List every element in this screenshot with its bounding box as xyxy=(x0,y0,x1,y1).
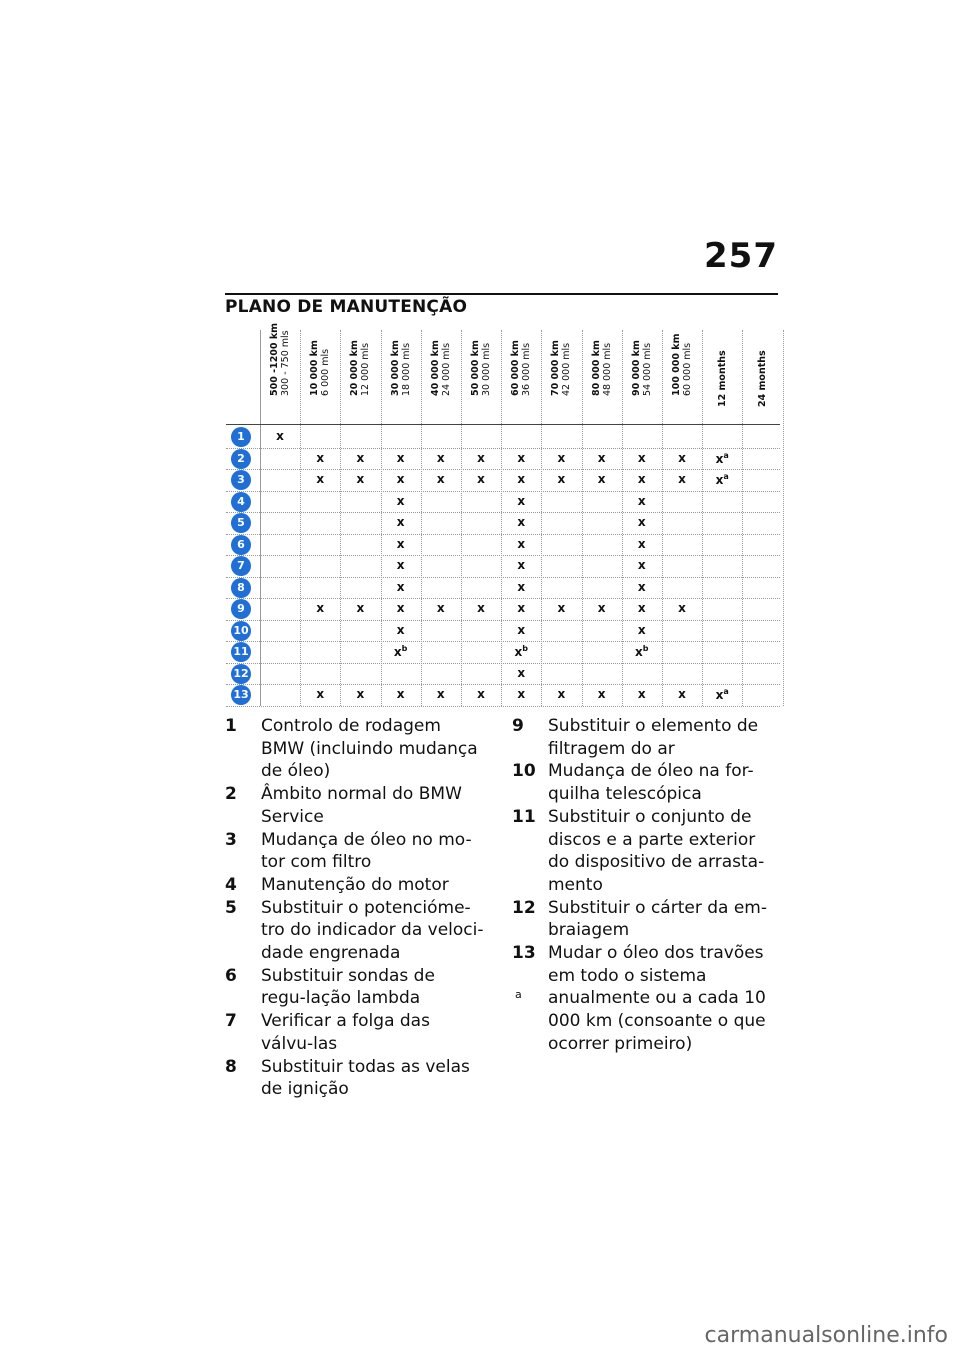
column-header xyxy=(421,330,461,422)
column-header xyxy=(702,330,742,422)
title-rule xyxy=(225,293,778,295)
table-cell-mark: x xyxy=(276,429,284,443)
grid-line-horizontal xyxy=(226,448,780,449)
table-cell-mark: $x^a$ xyxy=(715,472,729,487)
table-cell-mark: $x^b$ xyxy=(635,644,649,659)
column-header xyxy=(340,330,380,422)
table-cell-mark: x xyxy=(517,665,526,680)
table-cell-mark: x xyxy=(356,472,365,486)
table-cell-mark: x xyxy=(477,601,485,615)
table-cell-mark: x xyxy=(396,493,405,508)
page-number: 257 xyxy=(704,236,778,276)
table-cell-mark: x xyxy=(356,601,365,615)
column-header-km: 24 months xyxy=(757,350,769,407)
legend-number: 9 xyxy=(512,716,524,736)
legend-number: 1 xyxy=(225,716,237,736)
legend-item xyxy=(225,715,485,783)
legend-text: Mudança de óleo na for-quilha telescópica xyxy=(548,761,754,805)
table-cell-mark: x xyxy=(517,687,526,701)
legend-item xyxy=(512,760,772,805)
column-header-km: 90 000 km xyxy=(630,340,642,396)
table-cell-mark: x xyxy=(637,536,646,551)
row-number-badge: 1 xyxy=(231,427,251,447)
legend-number: 4 xyxy=(225,874,237,895)
column-header xyxy=(461,330,501,422)
column-header xyxy=(662,330,702,422)
table-cell-mark: x xyxy=(477,450,485,465)
grid-line-horizontal xyxy=(226,641,780,642)
grid-line-horizontal xyxy=(226,491,780,492)
table-cell-mark: x xyxy=(597,472,606,486)
legend-number: 12 xyxy=(512,897,536,918)
table-cell-mark: x xyxy=(517,601,526,615)
legend-text: Substituir o elemento de filtragem do ar xyxy=(548,716,759,759)
grid-line-horizontal xyxy=(226,620,780,621)
table-cell-mark: x xyxy=(678,687,686,701)
table-cell-mark: x xyxy=(396,558,405,572)
table-cell-mark: x xyxy=(517,472,526,486)
table-cell-mark: x xyxy=(396,579,405,594)
column-header xyxy=(742,330,782,422)
legend-text: Mudar o óleo dos travões em todo o sistema xyxy=(548,943,764,986)
column-header xyxy=(501,330,541,422)
legend-text: Substituir todas as velas de ignição xyxy=(261,1056,470,1100)
column-header xyxy=(300,330,340,422)
table-cell-mark: x xyxy=(557,687,566,701)
table-cell-mark: x xyxy=(356,687,365,701)
row-number-badge: 9 xyxy=(231,599,251,619)
legend-item xyxy=(512,897,772,942)
table-cell-mark: x xyxy=(637,450,646,465)
table-cell-mark: x xyxy=(316,601,325,615)
legend-item xyxy=(225,1056,485,1101)
legend-number: 2 xyxy=(225,784,237,805)
table-cell-mark: x xyxy=(557,450,566,465)
legend-item xyxy=(225,897,485,965)
grid-line-horizontal xyxy=(226,598,780,599)
grid-line-vertical xyxy=(783,330,784,706)
legend-number: 10 xyxy=(512,761,536,782)
legend-text: Substituir o conjunto de discos e a parte exterior do dispositivo de arrasta-mento xyxy=(548,806,765,895)
table-cell-mark: x xyxy=(436,450,445,465)
column-header-km: 60 000 km xyxy=(510,340,522,396)
legend-number: 5 xyxy=(225,897,237,918)
legend-left-column xyxy=(225,715,485,1101)
table-cell-mark: x xyxy=(396,450,405,465)
table-cell-mark: x xyxy=(436,687,445,701)
legend-text: Verificar a folga das válvu-las xyxy=(261,1011,430,1054)
legend-text: Controlo de rodagem BMW (incluindo mudança de óleo) xyxy=(261,716,478,782)
column-header-mls: 48 000 mls xyxy=(601,342,613,396)
table-cell-mark: x xyxy=(517,579,526,594)
table-cell-mark: x xyxy=(517,622,526,637)
legend-item xyxy=(512,715,772,760)
legend-item xyxy=(225,783,485,828)
grid-line-horizontal xyxy=(226,663,780,664)
column-header xyxy=(541,330,581,422)
table-cell-mark: x xyxy=(316,687,325,701)
legend-number: 3 xyxy=(225,829,237,850)
column-header-km: 500 -1200 km xyxy=(269,322,280,396)
column-header-km: 12 months xyxy=(717,350,729,407)
grid-line-horizontal xyxy=(226,534,780,535)
column-header xyxy=(582,330,622,422)
table-cell-mark: x xyxy=(477,687,485,701)
table-cell-mark: x xyxy=(517,493,526,508)
table-cell-mark: x xyxy=(396,536,405,551)
row-number-badge: 3 xyxy=(231,470,251,490)
table-cell-mark: x xyxy=(517,515,526,529)
section-title: PLANO DE MANUTENÇÃO xyxy=(225,297,468,317)
row-number-badge: 6 xyxy=(231,535,251,555)
column-header-mls: 300 - 750 mls xyxy=(280,330,291,396)
column-header-km: 50 000 km xyxy=(470,340,481,396)
column-header-mls: 60 000 mls xyxy=(682,342,693,396)
table-cell-mark: x xyxy=(637,515,646,529)
table-cell-mark: x xyxy=(436,601,445,615)
column-header-mls: 12 000 mls xyxy=(360,342,372,396)
legend-item xyxy=(225,965,485,1010)
table-cell-mark: x xyxy=(517,450,526,465)
column-header-mls: 24 000 mls xyxy=(440,342,452,396)
column-header xyxy=(381,330,421,422)
table-cell-mark: x xyxy=(597,450,606,465)
table-cell-mark: x xyxy=(637,601,646,615)
grid-line-horizontal xyxy=(226,577,780,578)
row-number-badge: 11 xyxy=(231,642,251,662)
grid-line-horizontal xyxy=(226,469,780,470)
grid-line-horizontal xyxy=(226,706,780,707)
legend-number: 11 xyxy=(512,806,536,827)
table-cell-mark: x xyxy=(316,450,325,465)
legend-text: Âmbito normal do BMW Service xyxy=(261,784,462,827)
table-cell-mark: $x^b$ xyxy=(514,644,528,659)
legend-number: 6 xyxy=(225,965,237,986)
header-rule xyxy=(226,424,780,425)
grid-line-horizontal xyxy=(226,684,780,685)
table-cell-mark: x xyxy=(316,472,325,486)
table-cell-mark: x xyxy=(436,472,445,486)
column-header-mls: 54 000 mls xyxy=(641,342,653,396)
table-cell-mark: x xyxy=(597,601,606,615)
table-cell-mark: x xyxy=(637,622,646,637)
legend-item xyxy=(512,987,772,1055)
column-header-km: 10 000 km xyxy=(309,340,321,396)
legend-number: 13 xyxy=(512,943,536,964)
row-number-badge: 10 xyxy=(231,621,251,641)
legend-text: Mudança de óleo no mo-tor com filtro xyxy=(261,829,472,873)
legend-item xyxy=(225,1010,485,1055)
watermark: carmanualsonline.info xyxy=(704,1323,948,1348)
column-header-km: 20 000 km xyxy=(349,340,361,396)
table-cell-mark: x xyxy=(356,450,365,465)
column-header-mls: 6 000 mls xyxy=(320,348,332,396)
legend-item xyxy=(225,829,485,874)
column-header-mls: 30 000 mls xyxy=(481,342,492,396)
legend-right-column xyxy=(512,715,772,1056)
column-header-km: 80 000 km xyxy=(590,340,602,396)
legend-number: 7 xyxy=(225,1011,237,1032)
table-cell-mark: x xyxy=(678,601,686,615)
column-header-mls: 36 000 mls xyxy=(521,342,533,396)
table-cell-mark: x xyxy=(517,536,526,551)
legend-text: Manutenção do motor xyxy=(261,874,449,895)
row-number-badge: 5 xyxy=(231,513,251,533)
table-cell-mark: x xyxy=(396,515,405,529)
table-cell-mark: x xyxy=(678,472,686,486)
column-header-km: 100 000 km xyxy=(671,333,682,396)
column-header-km: 40 000 km xyxy=(429,340,441,396)
table-cell-mark: x xyxy=(597,687,606,701)
row-number-badge: 13 xyxy=(231,685,251,705)
column-header-mls: 42 000 mls xyxy=(561,342,573,396)
legend-text: Substituir sondas de regu-lação lambda xyxy=(261,965,435,1009)
row-number-badge: 12 xyxy=(231,664,251,684)
row-number-badge: 7 xyxy=(231,556,251,576)
legend-number: 8 xyxy=(225,1056,237,1077)
table-cell-mark: x xyxy=(396,472,405,486)
legend-number: a xyxy=(515,988,522,1002)
column-header xyxy=(622,330,662,422)
table-cell-mark: x xyxy=(517,558,526,572)
table-cell-mark: x xyxy=(396,622,405,637)
column-header-km: 30 000 km xyxy=(389,340,401,396)
table-cell-mark: x xyxy=(637,493,646,508)
table-cell-mark: x xyxy=(637,558,646,572)
table-cell-mark: $x^a$ xyxy=(715,687,729,702)
row-number-badge: 8 xyxy=(231,578,251,598)
table-cell-mark: x xyxy=(637,687,646,701)
grid-line-horizontal xyxy=(226,555,780,556)
grid-line-horizontal xyxy=(226,512,780,513)
row-number-badge: 4 xyxy=(231,492,251,512)
table-cell-mark: x xyxy=(557,601,566,615)
legend-item xyxy=(225,874,485,897)
table-cell-mark: x xyxy=(396,601,405,615)
column-header-km: 70 000 km xyxy=(550,340,562,396)
legend-text: anualmente ou a cada 10 000 km (consoante o que ocorrer primeiro) xyxy=(548,988,766,1054)
table-cell-mark: x xyxy=(557,472,566,486)
table-cell-mark: x xyxy=(637,472,646,486)
column-header xyxy=(260,322,300,422)
table-cell-mark: x xyxy=(477,472,485,486)
legend-item xyxy=(512,942,772,987)
legend-text: Substituir o cárter da em-braiagem xyxy=(548,897,767,941)
table-cell-mark: $x^b$ xyxy=(393,644,408,659)
column-header-mls: 18 000 mls xyxy=(400,342,412,396)
legend-item xyxy=(512,806,772,897)
row-number-badge: 2 xyxy=(231,449,251,469)
legend-text: Substituir o potencióme-tro do indicador da veloci-dade engrenada xyxy=(261,897,484,964)
table-cell-mark: x xyxy=(678,450,686,465)
table-cell-mark: $x^a$ xyxy=(715,450,729,466)
table-cell-mark: x xyxy=(637,579,646,594)
table-cell-mark: x xyxy=(396,687,405,701)
